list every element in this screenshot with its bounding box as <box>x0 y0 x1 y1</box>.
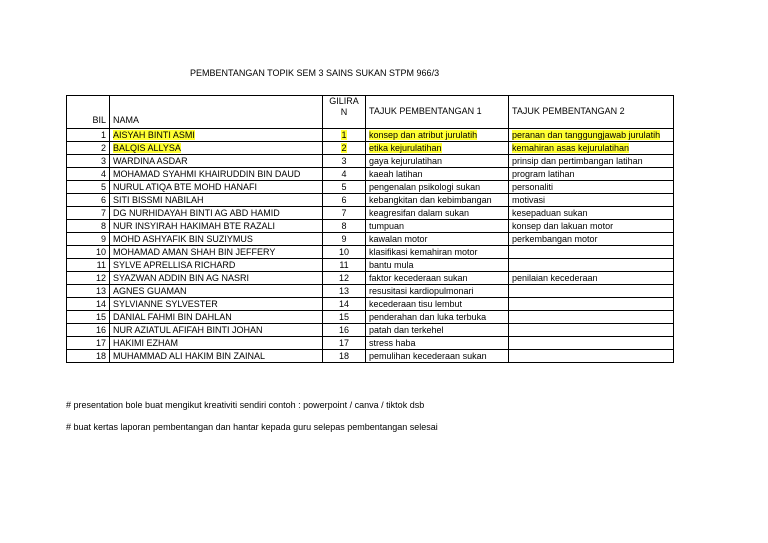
cell-nama <box>110 285 323 298</box>
cell-nama <box>110 194 323 207</box>
cell-giliran <box>323 285 366 298</box>
table-row <box>67 142 674 155</box>
cell-nama-text: WARDINA ASDAR <box>113 155 188 166</box>
cell-nama <box>110 272 323 285</box>
cell-bil-text: 3 <box>100 155 106 166</box>
cell-tajuk-1-text: pemulihan kecederaan sukan <box>369 350 487 361</box>
cell-tajuk-2 <box>509 129 674 142</box>
cell-tajuk-1-text: kawalan motor <box>369 233 428 244</box>
cell-tajuk-2-text: perkembangan motor <box>512 233 598 244</box>
cell-tajuk-1 <box>366 181 509 194</box>
table-row <box>67 129 674 142</box>
cell-nama <box>110 129 323 142</box>
cell-nama <box>110 259 323 272</box>
cell-tajuk-2-text: peranan dan tanggungjawab jurulatih <box>512 129 661 140</box>
cell-giliran-text: 14 <box>338 298 349 309</box>
cell-nama-text: SITI BISSMI NABILAH <box>113 194 204 205</box>
cell-nama-text: NUR AZIATUL AFIFAH BINTI JOHAN <box>113 324 263 335</box>
header-nama: NAMA <box>110 96 323 129</box>
table-row <box>67 337 674 350</box>
cell-tajuk-1-text: bantu mula <box>369 259 414 270</box>
cell-nama <box>110 181 323 194</box>
table-row <box>67 246 674 259</box>
cell-giliran <box>323 168 366 181</box>
cell-bil-text: 4 <box>100 168 106 179</box>
cell-nama <box>110 220 323 233</box>
cell-tajuk-1 <box>366 142 509 155</box>
cell-bil-text: 17 <box>95 337 106 348</box>
cell-tajuk-2 <box>509 246 674 259</box>
cell-tajuk-1-text: kaeah latihan <box>369 168 423 179</box>
presentation-schedule-table <box>66 95 674 363</box>
cell-giliran-text: 11 <box>339 259 349 270</box>
cell-tajuk-1 <box>366 246 509 259</box>
cell-tajuk-1-text: stress haba <box>369 337 416 348</box>
notes <box>66 400 438 444</box>
cell-bil-text: 7 <box>100 207 106 218</box>
cell-bil-text: 12 <box>95 272 106 283</box>
cell-giliran-text: 15 <box>338 311 349 322</box>
cell-tajuk-1 <box>366 233 509 246</box>
cell-giliran-text: 4 <box>341 168 347 179</box>
cell-giliran <box>323 129 366 142</box>
header-giliran-label: GILIRA N <box>329 96 359 117</box>
cell-bil-text: 18 <box>95 350 106 361</box>
cell-tajuk-2 <box>509 233 674 246</box>
cell-bil-text: 6 <box>100 194 106 205</box>
cell-bil <box>67 337 110 350</box>
cell-nama <box>110 324 323 337</box>
cell-bil <box>67 194 110 207</box>
cell-giliran <box>323 194 366 207</box>
cell-tajuk-1 <box>366 311 509 324</box>
cell-giliran-text: 2 <box>341 142 347 153</box>
cell-nama-text: DG NURHIDAYAH BINTI AG ABD HAMID <box>113 207 280 218</box>
cell-tajuk-2-text: penilaian kecederaan <box>512 272 598 283</box>
table-body <box>67 129 674 363</box>
table-row <box>67 298 674 311</box>
cell-giliran <box>323 272 366 285</box>
note-report: # buat kertas laporan pembentangan dan hantar kepada guru selepas pembentangan selesai <box>66 422 438 432</box>
cell-bil-text: 13 <box>95 285 106 296</box>
cell-giliran-text: 8 <box>341 220 347 231</box>
cell-giliran <box>323 324 366 337</box>
table-row <box>67 259 674 272</box>
cell-giliran-text: 13 <box>338 285 349 296</box>
cell-tajuk-2-text: personaliti <box>512 181 554 192</box>
cell-giliran <box>323 350 366 363</box>
cell-tajuk-2 <box>509 324 674 337</box>
cell-nama-text: SYLVE APRELLISA RICHARD <box>113 259 236 270</box>
cell-bil <box>67 246 110 259</box>
cell-giliran <box>323 181 366 194</box>
cell-bil <box>67 155 110 168</box>
cell-tajuk-1-text: kebangkitan dan kebimbangan <box>369 194 492 205</box>
cell-bil <box>67 298 110 311</box>
cell-tajuk-1 <box>366 129 509 142</box>
cell-giliran-text: 7 <box>341 207 347 218</box>
cell-bil <box>67 129 110 142</box>
cell-tajuk-2-text: prinsip dan pertimbangan latihan <box>512 155 643 166</box>
cell-tajuk-2-text: motivasi <box>512 194 546 205</box>
note-presentation: # presentation bole buat mengikut kreativiti sendiri contoh : powerpoint / canva / tiktok dsb <box>66 400 425 410</box>
cell-bil <box>67 207 110 220</box>
cell-nama-text: MOHD ASHYAFIK BIN SUZIYMUS <box>113 233 253 244</box>
cell-nama-text: MOHAMAD SYAHMI KHAIRUDDIN BIN DAUD <box>113 168 301 179</box>
cell-tajuk-2 <box>509 272 674 285</box>
cell-tajuk-1 <box>366 272 509 285</box>
cell-tajuk-1 <box>366 194 509 207</box>
cell-tajuk-1 <box>366 220 509 233</box>
cell-tajuk-2 <box>509 207 674 220</box>
cell-nama <box>110 350 323 363</box>
cell-giliran <box>323 246 366 259</box>
table-row <box>67 181 674 194</box>
cell-tajuk-1-text: keagresifan dalam sukan <box>369 207 470 218</box>
cell-bil <box>67 220 110 233</box>
cell-giliran-text: 16 <box>338 324 349 335</box>
cell-tajuk-2 <box>509 259 674 272</box>
document-title: PEMBENTANGAN TOPIK SEM 3 SAINS SUKAN STPM 966/3 <box>190 68 440 78</box>
cell-nama-text: AGNES GUAMAN <box>113 285 187 296</box>
cell-bil-text: 11 <box>96 259 106 270</box>
cell-tajuk-1 <box>366 207 509 220</box>
cell-nama <box>110 337 323 350</box>
table-row <box>67 311 674 324</box>
cell-tajuk-2 <box>509 181 674 194</box>
cell-giliran <box>323 207 366 220</box>
table-row <box>67 285 674 298</box>
cell-bil-text: 10 <box>95 246 106 257</box>
table-row <box>67 168 674 181</box>
cell-tajuk-2 <box>509 298 674 311</box>
cell-giliran <box>323 298 366 311</box>
cell-nama-text: BALQIS ALLYSA <box>113 142 181 153</box>
cell-bil-text: 2 <box>100 142 106 153</box>
cell-nama <box>110 298 323 311</box>
table-row <box>67 272 674 285</box>
header-row <box>67 96 674 129</box>
cell-bil-text: 1 <box>100 129 106 140</box>
cell-nama-text: NUR INSYIRAH HAKIMAH BTE RAZALI <box>113 220 276 231</box>
cell-tajuk-2 <box>509 311 674 324</box>
cell-tajuk-1-text: pengenalan psikologi sukan <box>369 181 481 192</box>
cell-giliran-text: 6 <box>341 194 347 205</box>
cell-bil <box>67 324 110 337</box>
cell-tajuk-2 <box>509 168 674 181</box>
cell-nama-text: SYAZWAN ADDIN BIN AG NASRI <box>113 272 250 283</box>
cell-giliran-text: 5 <box>341 181 347 192</box>
cell-giliran <box>323 233 366 246</box>
cell-tajuk-2 <box>509 155 674 168</box>
cell-tajuk-1-text: klasifikasi kemahiran motor <box>369 246 478 257</box>
cell-tajuk-1 <box>366 350 509 363</box>
cell-nama-text: MUHAMMAD ALI HAKIM BIN ZAINAL <box>113 350 266 361</box>
cell-tajuk-1-text: kecederaan tisu lembut <box>369 298 463 309</box>
cell-bil-text: 15 <box>95 311 106 322</box>
cell-bil-text: 14 <box>95 298 106 309</box>
cell-tajuk-2 <box>509 337 674 350</box>
cell-giliran <box>323 337 366 350</box>
cell-tajuk-2-text: program latihan <box>512 168 575 179</box>
cell-bil-text: 16 <box>95 324 106 335</box>
cell-tajuk-2 <box>509 194 674 207</box>
cell-giliran <box>323 142 366 155</box>
cell-nama <box>110 233 323 246</box>
cell-nama <box>110 168 323 181</box>
cell-giliran-text: 17 <box>338 337 349 348</box>
cell-nama-text: SYLVIANNE SYLVESTER <box>113 298 218 309</box>
cell-bil-text: 5 <box>100 181 106 192</box>
cell-giliran-text: 18 <box>338 350 349 361</box>
cell-tajuk-1-text: gaya kejurulatihan <box>369 155 443 166</box>
cell-tajuk-1-text: penderahan dan luka terbuka <box>369 311 487 322</box>
header-bil: BIL <box>67 96 110 129</box>
cell-nama <box>110 142 323 155</box>
cell-giliran-text: 1 <box>341 129 347 140</box>
cell-nama-text: NURUL ATIQA BTE MOHD HANAFI <box>113 181 258 192</box>
cell-tajuk-1-text: patah dan terkehel <box>369 324 444 335</box>
cell-bil <box>67 350 110 363</box>
cell-bil <box>67 181 110 194</box>
cell-tajuk-1-text: etika kejurulatihan <box>369 142 442 153</box>
cell-tajuk-1 <box>366 324 509 337</box>
table-row <box>67 220 674 233</box>
table-row <box>67 350 674 363</box>
cell-giliran <box>323 311 366 324</box>
cell-bil-text: 9 <box>100 233 106 244</box>
cell-nama-text: AISYAH BINTI ASMI <box>113 129 195 140</box>
cell-nama <box>110 311 323 324</box>
cell-nama <box>110 246 323 259</box>
cell-giliran-text: 9 <box>341 233 347 244</box>
cell-tajuk-2 <box>509 285 674 298</box>
cell-giliran <box>323 155 366 168</box>
header-tajuk-1: TAJUK PEMBENTANGAN 1 <box>366 96 509 129</box>
cell-tajuk-2 <box>509 220 674 233</box>
cell-bil <box>67 285 110 298</box>
header-tajuk-2: TAJUK PEMBENTANGAN 2 <box>509 96 674 129</box>
table-row <box>67 324 674 337</box>
cell-tajuk-1 <box>366 155 509 168</box>
cell-tajuk-1 <box>366 259 509 272</box>
cell-tajuk-2 <box>509 142 674 155</box>
cell-bil <box>67 311 110 324</box>
cell-bil <box>67 272 110 285</box>
table-row <box>67 194 674 207</box>
cell-tajuk-1 <box>366 337 509 350</box>
cell-tajuk-2 <box>509 350 674 363</box>
cell-giliran-text: 12 <box>338 272 349 283</box>
cell-bil <box>67 168 110 181</box>
cell-bil <box>67 259 110 272</box>
cell-bil <box>67 142 110 155</box>
table-row <box>67 207 674 220</box>
table-row <box>67 233 674 246</box>
cell-nama-text: HAKIMI EZHAM <box>113 337 179 348</box>
cell-nama <box>110 207 323 220</box>
cell-tajuk-1-text: konsep dan atribut jurulatih <box>369 129 478 140</box>
cell-giliran <box>323 259 366 272</box>
cell-nama-text: DANIAL FAHMI BIN DAHLAN <box>113 311 232 322</box>
cell-giliran-text: 10 <box>338 246 349 257</box>
cell-tajuk-1 <box>366 168 509 181</box>
cell-tajuk-2-text: kemahiran asas kejurulatihan <box>512 142 630 153</box>
cell-bil-text: 8 <box>100 220 106 231</box>
table-row <box>67 155 674 168</box>
cell-tajuk-1-text: resusitasi kardiopulmonari <box>369 285 474 296</box>
cell-tajuk-1-text: faktor kecederaan sukan <box>369 272 468 283</box>
cell-tajuk-1 <box>366 285 509 298</box>
cell-giliran <box>323 220 366 233</box>
cell-bil <box>67 233 110 246</box>
cell-tajuk-2-text: konsep dan lakuan motor <box>512 220 614 231</box>
cell-nama-text: MOHAMAD AMAN SHAH BIN JEFFERY <box>113 246 276 257</box>
cell-tajuk-2-text: kesepaduan sukan <box>512 207 588 218</box>
header-giliran <box>323 96 366 129</box>
cell-tajuk-1 <box>366 298 509 311</box>
cell-nama <box>110 155 323 168</box>
cell-giliran-text: 3 <box>341 155 347 166</box>
cell-tajuk-1-text: tumpuan <box>369 220 405 231</box>
